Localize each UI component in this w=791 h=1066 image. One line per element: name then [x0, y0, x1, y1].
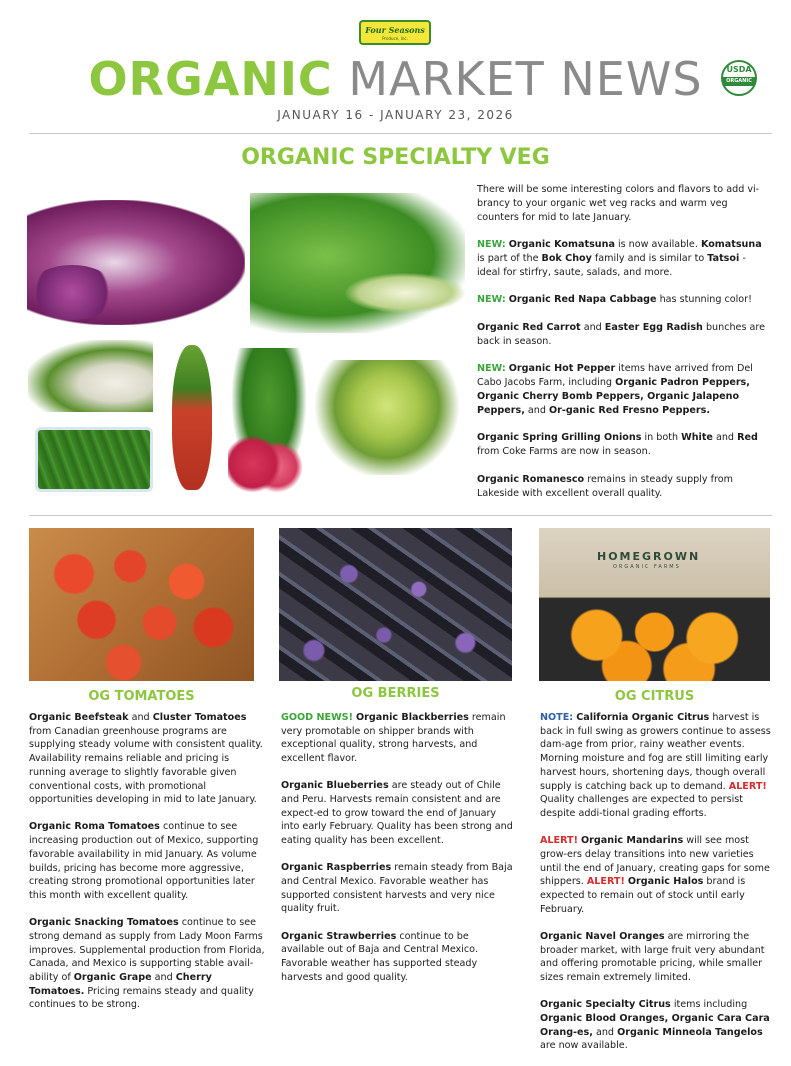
bold-text: Organic Minneola Tangelos — [617, 1026, 763, 1038]
veg-napa — [477, 293, 769, 307]
bold-text: Organic Strawberries — [281, 930, 397, 942]
alert-tag: ALERT! — [728, 780, 767, 792]
text: are mirroring the broader market, with large fruit very abundant and offering promotable pricing, while smaller sizes remain extremely limited. — [540, 930, 765, 983]
bold-text: Organic Romanesco — [477, 473, 585, 485]
bold-text: Organic Specialty Citrus — [540, 999, 671, 1011]
text: from Canadian greenhouse programs are supplying steady volume with consistent quality. Availability remains reliable and pricing is running average to slightly favorable given conventional costs, with promotional opportunities developing in mid to late January. — [29, 725, 263, 806]
veg-onions — [477, 431, 769, 459]
bold-text: Organic Komatsuna — [508, 239, 615, 251]
spring-onions-photo — [28, 340, 153, 412]
four-seasons-logo — [359, 20, 431, 45]
text: Quality challenges are expected to persist despite addi-tional grading efforts. — [540, 794, 744, 819]
tomatoes-photo — [29, 528, 254, 681]
bold-text: Organic Spring Grilling Onions — [477, 432, 642, 444]
specialty-veg-copy — [477, 183, 769, 514]
masthead-market-news: MARKET NEWS — [348, 52, 703, 106]
hot-peppers-clamshell-photo — [35, 427, 153, 492]
komatsuna-photo — [250, 193, 465, 333]
berries-title: OG BERRIES — [351, 686, 440, 701]
text: continue to see increasing production out of Mexico, supporting favorable availability in mid January. As volume builds, pricing has become more aggressive, creating strong promotional opportunities later this month with excellent quality. — [29, 821, 259, 901]
usda-seal-top: USDA — [726, 65, 752, 74]
text: has stunning color! — [656, 294, 752, 306]
text: Pricing remains steady and quality continues to be strong. — [29, 985, 254, 1011]
bold-text: Tatsoi — [707, 253, 740, 265]
bold-text: Organic Beefsteak — [29, 712, 129, 723]
text: bunches are back in season. — [477, 321, 766, 347]
bold-text: Komatsuna — [700, 239, 762, 251]
veg-hot-pepper — [477, 362, 769, 418]
text: remains in steady supply from Lakeside with excellent overall quality. — [477, 473, 733, 499]
date-range: JANUARY 16 - JANUARY 23, 2026 — [277, 108, 514, 122]
blackberries-photo — [279, 528, 512, 681]
easter-egg-radish-photo — [228, 348, 310, 493]
bold-text: Organic Halos — [627, 876, 704, 888]
note-tag: NOTE: — [540, 712, 574, 723]
usda-organic-seal-icon — [721, 60, 757, 96]
alert-tag: ALERT! — [540, 835, 578, 847]
red-carrot-photo — [172, 345, 212, 490]
text: and — [580, 321, 605, 333]
berries-strawberries — [281, 930, 514, 985]
berries-blueberries — [281, 779, 514, 848]
bold-text: Organic Blackberries — [356, 712, 469, 723]
bold-text: White — [681, 432, 713, 444]
bold-text: Organic Snacking Tomatoes — [29, 917, 179, 929]
tomatoes-beefsteak — [29, 711, 266, 807]
text: and — [712, 432, 738, 444]
bold-text: Or-ganic Red Fresno Peppers. — [549, 404, 711, 416]
masthead-title — [0, 52, 791, 106]
text: is part of the — [477, 253, 542, 265]
bold-text: Organic Red Napa Cabbage — [508, 294, 657, 306]
usda-seal-bottom: ORGANIC — [723, 77, 755, 86]
text: and — [592, 1026, 618, 1038]
bold-text: Cherry Tomatoes. — [29, 971, 212, 997]
citrus-mandarins — [540, 834, 773, 916]
tomatoes-title: OG TOMATOES — [88, 689, 195, 704]
homegrown-box-sublabel: ORGANIC FARMS — [613, 564, 681, 570]
citrus-title: OG CITRUS — [614, 689, 695, 704]
bold-text: Organic Padron Peppers, Organic Cherry Bomb Peppers, Organic Jalapeno Peppers, — [477, 377, 750, 416]
veg-romanesco — [477, 473, 769, 501]
text: items have arrived from Del Cabo Jacobs Farm, including — [477, 363, 753, 389]
veg-intro-text: There will be some interesting colors and flavors to add vi-brancy to your organic wet veg racks and warm veg counters for mid to late January. — [477, 184, 760, 223]
text: continue to see strong demand as supply from Lady Moon Farms improves. Supplemental production from Florida, Canada, and Mexico is supporting stable avail-ability of — [29, 917, 265, 983]
bold-text: Organic Blood Oranges, Organic Cara Cara Orang-es, — [540, 1012, 770, 1038]
text: harvest is back in full swing as growers continue to assess dam-age from prior, rainy weather events. Morning moisture and fog are still limiting early harvest hours, shortening days, though overall supply is catching back up to demand. — [540, 712, 771, 792]
logo-subtext: Produce, Inc. — [382, 36, 408, 41]
veg-intro — [477, 183, 769, 225]
text: are steady out of Chile and Peru. Harvests remain consistent and are expect-ed to grow toward the end of January into early February. Quality has been strong and eating quality has been excellent. — [281, 780, 513, 847]
bold-text: Organic Raspberries — [281, 862, 392, 874]
bold-text: Organic Navel Oranges — [540, 930, 665, 942]
citrus-navels — [540, 930, 773, 985]
citrus-california — [540, 711, 773, 821]
text: items including — [670, 999, 748, 1011]
bold-text: Organic Hot Pepper — [508, 363, 616, 375]
text: and — [151, 971, 176, 983]
bold-text: Red — [737, 432, 758, 444]
bold-text: Organic Grape — [73, 971, 152, 983]
header-divider — [29, 133, 772, 134]
text: and — [524, 404, 550, 416]
citrus-specialty — [540, 998, 773, 1053]
tomatoes-copy — [29, 711, 266, 1026]
text: remain steady from Baja and Central Mexico. Favorable weather has supported consistent harvests and very nice quality fruit. — [281, 862, 513, 915]
text: from Coke Farms are now in season. — [477, 446, 651, 458]
bold-text: Organic Blueberries — [281, 780, 389, 792]
text: is now available. — [614, 239, 701, 251]
good-news-tag: GOOD NEWS! — [281, 712, 353, 723]
tomatoes-snacking — [29, 916, 266, 1012]
veg-komatsuna — [477, 238, 769, 280]
berries-copy — [281, 711, 514, 998]
citrus-copy — [540, 711, 773, 1066]
text: will see most grow-ers delay transitions into new varieties until the end of January, creating gaps for some shippers. — [540, 835, 770, 888]
text: family and is similar to — [591, 253, 708, 265]
bold-text: Organic Mandarins — [581, 835, 684, 847]
specialty-veg-title: ORGANIC SPECIALTY VEG — [241, 145, 550, 170]
new-tag: NEW: — [477, 239, 506, 251]
berries-blackberries — [281, 711, 514, 766]
oranges-box-photo — [539, 528, 770, 681]
text: and — [128, 712, 153, 723]
bold-text: Cluster Tomatoes — [152, 712, 247, 723]
masthead-organic: ORGANIC — [88, 52, 333, 106]
bold-text: Easter Egg Radish — [604, 321, 703, 333]
section-divider — [29, 515, 772, 516]
bold-text: California Organic Citrus — [576, 712, 710, 723]
new-tag: NEW: — [477, 363, 506, 375]
text: are now available. — [540, 1040, 628, 1052]
alert-tag: ALERT! — [586, 876, 625, 888]
text: remain very promotable on shipper brands with exceptional quality, strong harvests, and excellent flavor. — [281, 712, 506, 765]
romanesco-photo — [315, 360, 465, 475]
veg-carrot-radish — [477, 321, 769, 349]
new-tag: NEW: — [477, 294, 506, 306]
text: - ideal for stirfry, saute, salads, and more. — [477, 253, 746, 279]
bold-text: Bok Choy — [541, 253, 592, 265]
bold-text: Organic Roma Tomatoes — [29, 821, 160, 833]
homegrown-box-label: HOMEGROWN — [597, 550, 701, 563]
tomatoes-roma — [29, 820, 266, 902]
berries-raspberries — [281, 861, 514, 916]
text: continue to be available out of Baja and Central Mexico. Favorable weather has supported steady harvests and good quality. — [281, 930, 478, 983]
text: brand is expected to remain out of stock until early February. — [540, 876, 746, 915]
logo-text: Four Seasons — [365, 25, 425, 35]
red-napa-cabbage-photo — [27, 200, 245, 325]
bold-text: Organic Red Carrot — [477, 321, 581, 333]
text: in both — [641, 432, 682, 444]
